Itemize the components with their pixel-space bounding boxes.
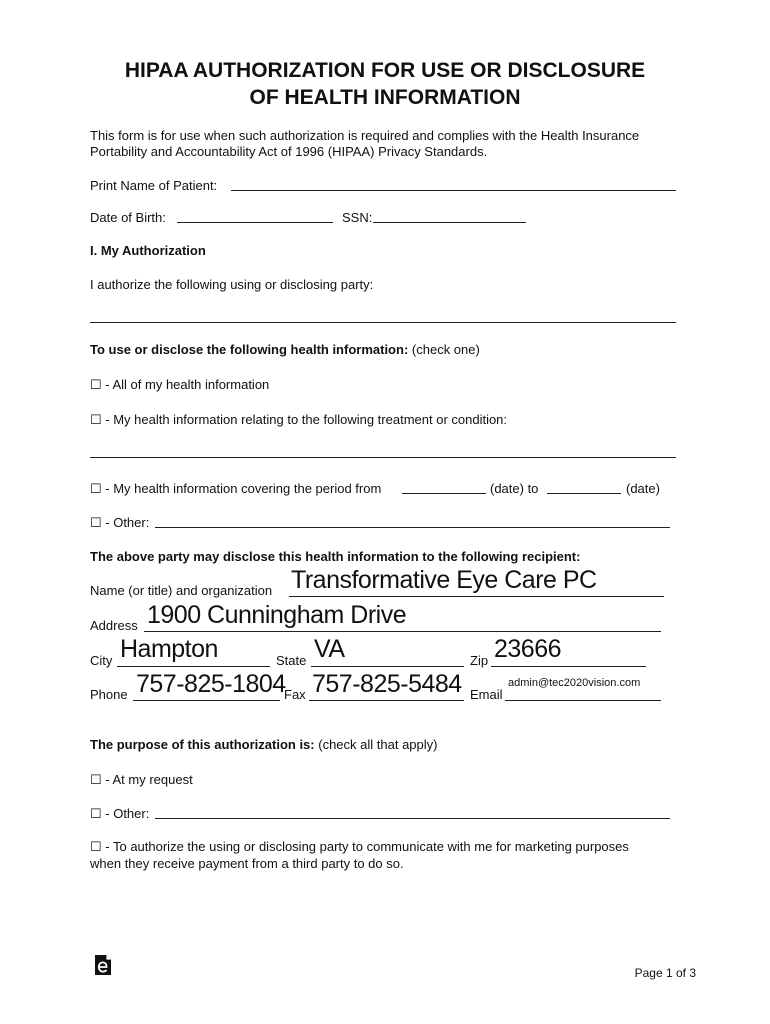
patient-name-field[interactable]: [231, 190, 676, 191]
recipient-zip-label: Zip: [470, 653, 489, 668]
recipient-address-value[interactable]: 1900 Cunningham Drive: [147, 601, 407, 629]
eforms-logo-icon: [94, 954, 112, 976]
form-title-line-2: OF HEALTH INFORMATION: [249, 86, 521, 109]
treatment-condition-field[interactable]: [90, 457, 676, 458]
recipient-city-label: City: [90, 653, 113, 668]
recipient-email-field[interactable]: [505, 700, 661, 701]
option-period-row: [90, 480, 381, 497]
section-my-authorization-heading: I. My Authorization: [90, 243, 206, 258]
recipient-state-label: State: [276, 653, 307, 668]
recipient-zip-field[interactable]: [491, 666, 646, 667]
recipient-heading: The above party may disclose this health information to the following recipient:: [90, 549, 581, 564]
purpose-marketing-line-1[interactable]: ☐ - To authorize the using or disclosing party to communicate with me for marketing purposes: [90, 839, 629, 854]
purpose-marketing-line-2: when they receive payment from a third party to do so.: [90, 856, 404, 871]
recipient-state-field[interactable]: [311, 666, 464, 667]
option-treatment-condition[interactable]: ☐ - My health information relating to the following treatment or condition:: [90, 412, 508, 427]
period-to-date-field[interactable]: [547, 493, 621, 494]
purpose-at-my-request[interactable]: ☐ - At my request: [90, 772, 193, 787]
recipient-phone-field[interactable]: [133, 700, 280, 701]
disclose-heading-bold: To use or disclose the following health information:: [90, 342, 409, 357]
recipient-fax-field[interactable]: [309, 700, 464, 701]
recipient-email-label: Email: [470, 687, 503, 702]
disclose-heading-note: (check one): [411, 342, 480, 357]
recipient-phone-value[interactable]: 757-825-1804: [136, 670, 286, 698]
purpose-heading-note: (check all that apply): [318, 737, 438, 752]
recipient-state-value[interactable]: VA: [314, 635, 345, 663]
dob-label: Date of Birth:: [90, 210, 166, 225]
recipient-address-label: Address: [90, 618, 138, 633]
recipient-name-field[interactable]: [289, 596, 664, 597]
period-mid-label: (date) to: [490, 481, 539, 496]
recipient-fax-label: Fax: [284, 687, 306, 702]
recipient-zip-value[interactable]: 23666: [494, 635, 562, 663]
recipient-city-value[interactable]: Hampton: [120, 635, 218, 663]
recipient-phone-label: Phone: [90, 687, 128, 702]
period-end-label: (date): [626, 481, 660, 496]
authorize-party-text: I authorize the following using or disclosing party:: [90, 277, 374, 292]
disclosing-party-field[interactable]: [90, 322, 676, 323]
purpose-other-field[interactable]: [155, 818, 670, 819]
recipient-city-field[interactable]: [117, 666, 270, 667]
recipient-email-value[interactable]: admin@tec2020vision.com: [508, 677, 641, 689]
recipient-address-field[interactable]: [144, 631, 661, 632]
option-other[interactable]: ☐ - Other:: [90, 515, 150, 530]
purpose-heading: [90, 736, 437, 753]
option-all-health-info[interactable]: ☐ - All of my health information: [90, 377, 270, 392]
page-number: Page 1 of 3: [634, 966, 696, 980]
ssn-label: SSN:: [342, 210, 373, 225]
form-title-line-1: HIPAA AUTHORIZATION FOR USE OR DISCLOSURE: [124, 59, 646, 82]
recipient-name-label: Name (or title) and organization: [90, 583, 273, 598]
dob-field[interactable]: [177, 222, 333, 223]
other-info-field[interactable]: [155, 527, 670, 528]
intro-line-2: Portability and Accountability Act of 1996 (HIPAA) Privacy Standards.: [90, 144, 488, 159]
purpose-other[interactable]: ☐ - Other:: [90, 806, 150, 821]
intro-line-1: This form is for use when such authorization is required and complies with the Health Insurance: [90, 128, 640, 143]
option-period-checkbox[interactable]: ☐ - My health information covering the period from: [90, 481, 382, 496]
patient-name-label: Print Name of Patient:: [90, 178, 218, 193]
ssn-field[interactable]: [373, 222, 526, 223]
period-from-date-field[interactable]: [402, 493, 486, 494]
recipient-name-value[interactable]: Transformative Eye Care PC: [291, 566, 597, 594]
purpose-heading-bold: The purpose of this authorization is:: [90, 737, 315, 752]
recipient-fax-value[interactable]: 757-825-5484: [312, 670, 462, 698]
disclose-heading: [90, 341, 480, 358]
